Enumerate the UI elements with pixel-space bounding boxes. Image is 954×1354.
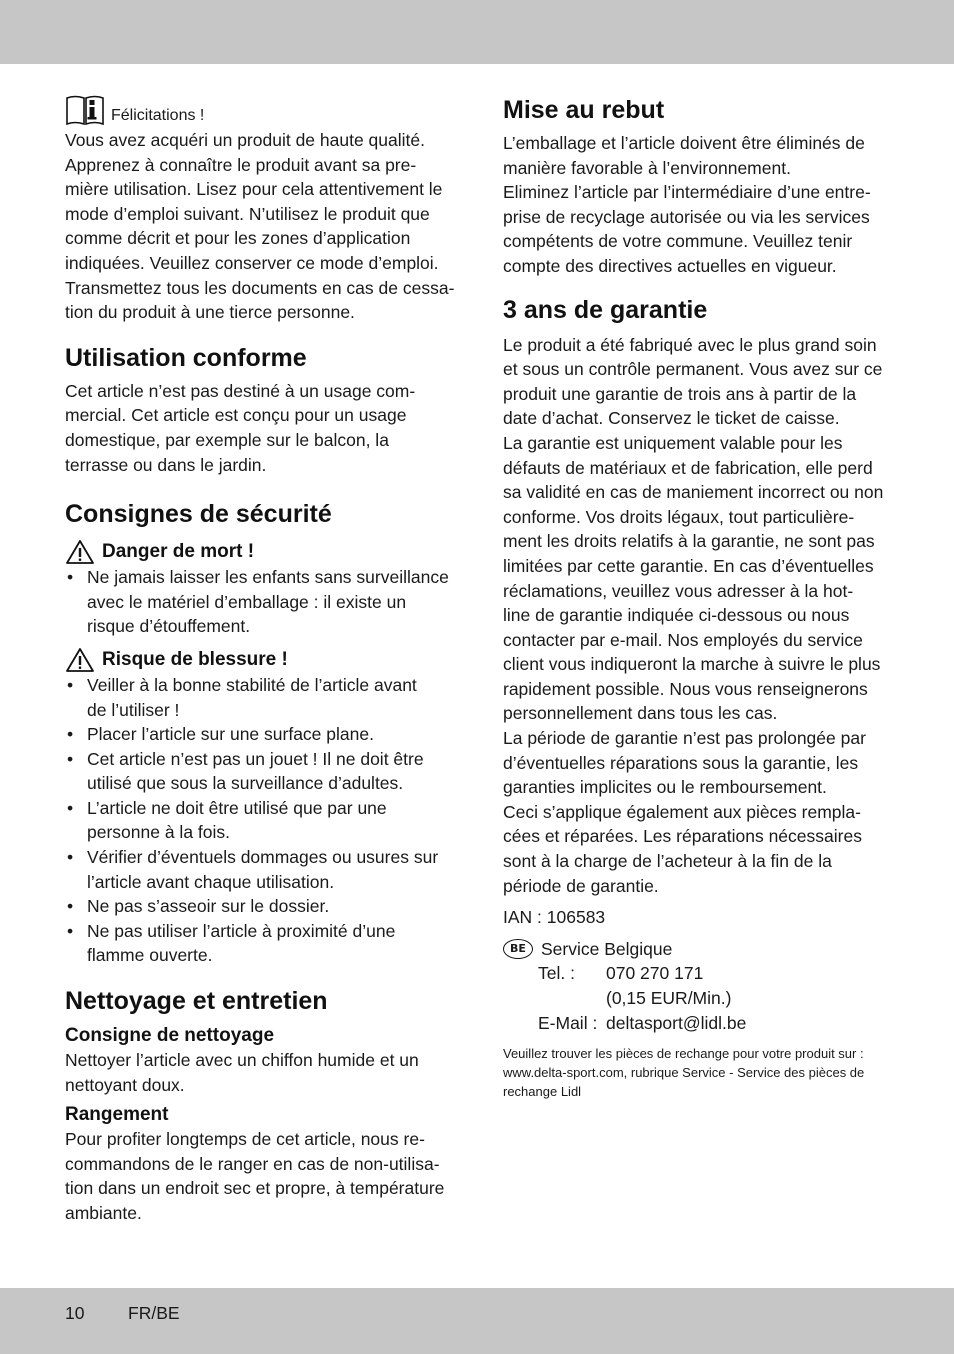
intro-line: mode d’emploi suivant. N’utilisez le produit que: [65, 203, 430, 224]
rebut-line: compétents de votre commune. Veuillez tenir: [503, 231, 853, 252]
danger-title: Danger de mort !: [102, 541, 255, 563]
garantie-line: limitées par cette garantie. En cas d’éventuelles: [503, 555, 874, 576]
nettoyage-heading: Nettoyage et entretien: [65, 987, 328, 1016]
service-name: Service Belgique: [541, 938, 673, 959]
note-line: rechange Lidl: [503, 1084, 582, 1100]
danger-list: [65, 565, 455, 639]
garantie-line: date d’achat. Conservez le ticket de caisse.: [503, 408, 840, 429]
nettoyage-paragraph: [65, 1048, 455, 1097]
garantie-line: défauts de matériaux et de fabrication, elle perd: [503, 457, 873, 478]
intro-title: Félicitations !: [111, 107, 205, 124]
garantie-line: client vous indiqueront la marche à suivre le plus: [503, 654, 881, 675]
mail-value[interactable]: deltasport@lidl.be: [606, 1012, 747, 1033]
rangement-line: Pour profiter longtemps de cet article, nous re-: [65, 1129, 425, 1150]
rangement-subheading: Rangement: [65, 1104, 169, 1126]
header-bar: [0, 0, 954, 64]
securite-heading: Consignes de sécurité: [65, 500, 332, 529]
intro-line: indiquées. Veuillez conserver ce mode d’emploi.: [65, 252, 439, 273]
service-row: [503, 937, 893, 962]
tel-rate-spacer: [538, 986, 606, 1011]
list-item-line: flamme ouverte.: [87, 945, 213, 966]
rebut-line: compte des directives actuelles en vigueur.: [503, 255, 837, 276]
warning-triangle-icon: [65, 647, 95, 673]
list-item-line: Cet article n’est pas un jouet ! Il ne doit être: [87, 748, 424, 769]
list-item-line: l’article avant chaque utilisation.: [87, 871, 335, 892]
tel-value: 070 270 171: [606, 963, 704, 984]
utilisation-heading: Utilisation conforme: [65, 343, 307, 372]
risque-list: [65, 673, 455, 968]
list-item-line: Veiller à la bonne stabilité de l’article avant: [87, 674, 417, 695]
spare-parts-note: [503, 1044, 893, 1101]
risque-title: Risque de blessure !: [102, 648, 288, 670]
list-item-line: Ne jamais laisser les enfants sans surveillance: [87, 567, 449, 588]
list-item-line: personne à la fois.: [87, 822, 231, 843]
garantie-line: cées et réparées. Les réparations nécessaires: [503, 826, 862, 847]
garantie-line: line de garantie indiquée ci-dessous ou nous: [503, 605, 850, 626]
info-book-icon: [65, 92, 105, 126]
list-item-line: risque d’étouffement.: [87, 616, 251, 637]
garantie-line: sa validité en cas de maniement incorrect ou non: [503, 482, 884, 503]
list-item-line: Ne pas utiliser l’article à proximité d’une: [87, 920, 396, 941]
left-column: [65, 92, 455, 1226]
note-line: www.delta-sport.com, rubrique Service - Service des pièces de: [503, 1065, 865, 1081]
rebut-line: Eliminez l’article par l’intermédiaire d’une entre-: [503, 182, 871, 203]
mail-label: E-Mail :: [538, 1012, 598, 1033]
list-item: [65, 796, 455, 845]
garantie-line: personnellement dans tous les cas.: [503, 703, 778, 724]
page-number: 10: [65, 1303, 85, 1323]
service-contact: [538, 961, 893, 1035]
rebut-line: manière favorable à l’environnement.: [503, 157, 791, 178]
utilisation-line: Cet article n’est pas destiné à un usage com-: [65, 380, 416, 401]
rangement-line: commandons de le ranger en cas de non-utilisa-: [65, 1153, 440, 1174]
intro-line: Apprenez à connaître le produit avant sa pre-: [65, 154, 417, 175]
list-item-line: avec le matériel d’emballage : il existe un: [87, 591, 407, 612]
garantie-line: garanties implicites ou le remboursement.: [503, 777, 827, 798]
ian-number: IAN : 106583: [503, 907, 606, 928]
list-item: [65, 722, 455, 747]
garantie-line: et sous un contrôle permanent. Vous avez sur ce: [503, 359, 883, 380]
intro-header: [65, 92, 455, 126]
country-badge: BE: [503, 939, 533, 959]
garantie-line: rapidement possible. Nous vous renseignerons: [503, 678, 868, 699]
nettoyage-subheading: Consigne de nettoyage: [65, 1025, 275, 1047]
garantie-line: Ceci s’applique également aux pièces rempla-: [503, 801, 861, 822]
rangement-paragraph: [65, 1127, 455, 1225]
list-item-line: de l’utiliser !: [87, 699, 180, 720]
intro-line: mière utilisation. Lisez pour cela attentivement le: [65, 179, 443, 200]
list-item: [65, 894, 455, 919]
list-item-line: Vérifier d’éventuels dommages ou usures sur: [87, 847, 439, 868]
risque-header: [65, 647, 455, 673]
danger-header: [65, 539, 455, 565]
language-code: FR/BE: [128, 1303, 180, 1323]
rangement-line: ambiante.: [65, 1203, 142, 1223]
utilisation-line: terrasse ou dans le jardin.: [65, 454, 267, 475]
intro-line: tion du produit à une tierce personne.: [65, 302, 355, 323]
list-item-line: Placer l’article sur une surface plane.: [87, 724, 374, 745]
utilisation-paragraph: [65, 379, 455, 477]
garantie-line: ment les droits relatifs à la garantie, ne sont pas: [503, 531, 875, 552]
rebut-line: prise de recyclage autorisée ou via les services: [503, 206, 870, 227]
garantie-line: La garantie est uniquement valable pour les: [503, 432, 843, 453]
warning-triangle-icon: [65, 539, 95, 565]
garantie-line: Le produit a été fabriqué avec le plus grand soin: [503, 334, 877, 355]
list-item: [65, 673, 455, 722]
utilisation-line: domestique, par exemple sur le balcon, la: [65, 429, 389, 450]
right-column: [503, 92, 893, 1101]
tel-label: Tel. :: [538, 963, 575, 984]
list-item: [65, 747, 455, 796]
garantie-heading: 3 ans de garantie: [503, 295, 708, 324]
garantie-line: d’éventuelles réparations sous la garantie, les: [503, 752, 859, 773]
garantie-line: conforme. Vos droits légaux, tout particulière-: [503, 506, 855, 527]
garantie-line: produit une garantie de trois ans à partir de la: [503, 383, 857, 404]
list-item: [65, 565, 455, 639]
list-item: [65, 919, 455, 968]
intro-line: comme décrit et pour les zones d’application: [65, 228, 411, 249]
garantie-line: contacter par e-mail. Nos employés du service: [503, 629, 863, 650]
tel-rate: (0,15 EUR/Min.): [606, 988, 732, 1008]
list-item-line: Ne pas s’asseoir sur le dossier.: [87, 896, 330, 917]
list-item-line: L’article ne doit être utilisé que par une: [87, 797, 387, 818]
rangement-line: tion dans un endroit sec et propre, à température: [65, 1178, 445, 1199]
nettoyage-line: nettoyant doux.: [65, 1074, 185, 1095]
nettoyage-line: Nettoyer l’article avec un chiffon humide et un: [65, 1050, 419, 1071]
garantie-paragraph: [503, 333, 893, 899]
note-line: Veuillez trouver les pièces de rechange pour votre produit sur :: [503, 1046, 864, 1062]
garantie-line: La période de garantie n’est pas prolongée par: [503, 728, 866, 749]
intro-paragraph: [65, 128, 455, 325]
garantie-line: réclamations, veuillez vous adresser à la hot-: [503, 580, 854, 601]
intro-line: Transmettez tous les documents en cas de cessa-: [65, 277, 455, 298]
utilisation-line: mercial. Cet article est conçu pour un usage: [65, 405, 407, 426]
garantie-line: sont à la charge de l’acheteur à la fin de la: [503, 851, 832, 872]
rebut-line: L’emballage et l’article doivent être éliminés de: [503, 133, 865, 153]
intro-line: Vous avez acquéri un produit de haute qualité.: [65, 130, 425, 150]
garantie-line: période de garantie.: [503, 875, 659, 896]
list-item: [65, 845, 455, 894]
list-item-line: utilisé que sous la surveillance d’adultes.: [87, 773, 404, 794]
rebut-heading: Mise au rebut: [503, 96, 665, 124]
rebut-paragraph: [503, 131, 893, 279]
